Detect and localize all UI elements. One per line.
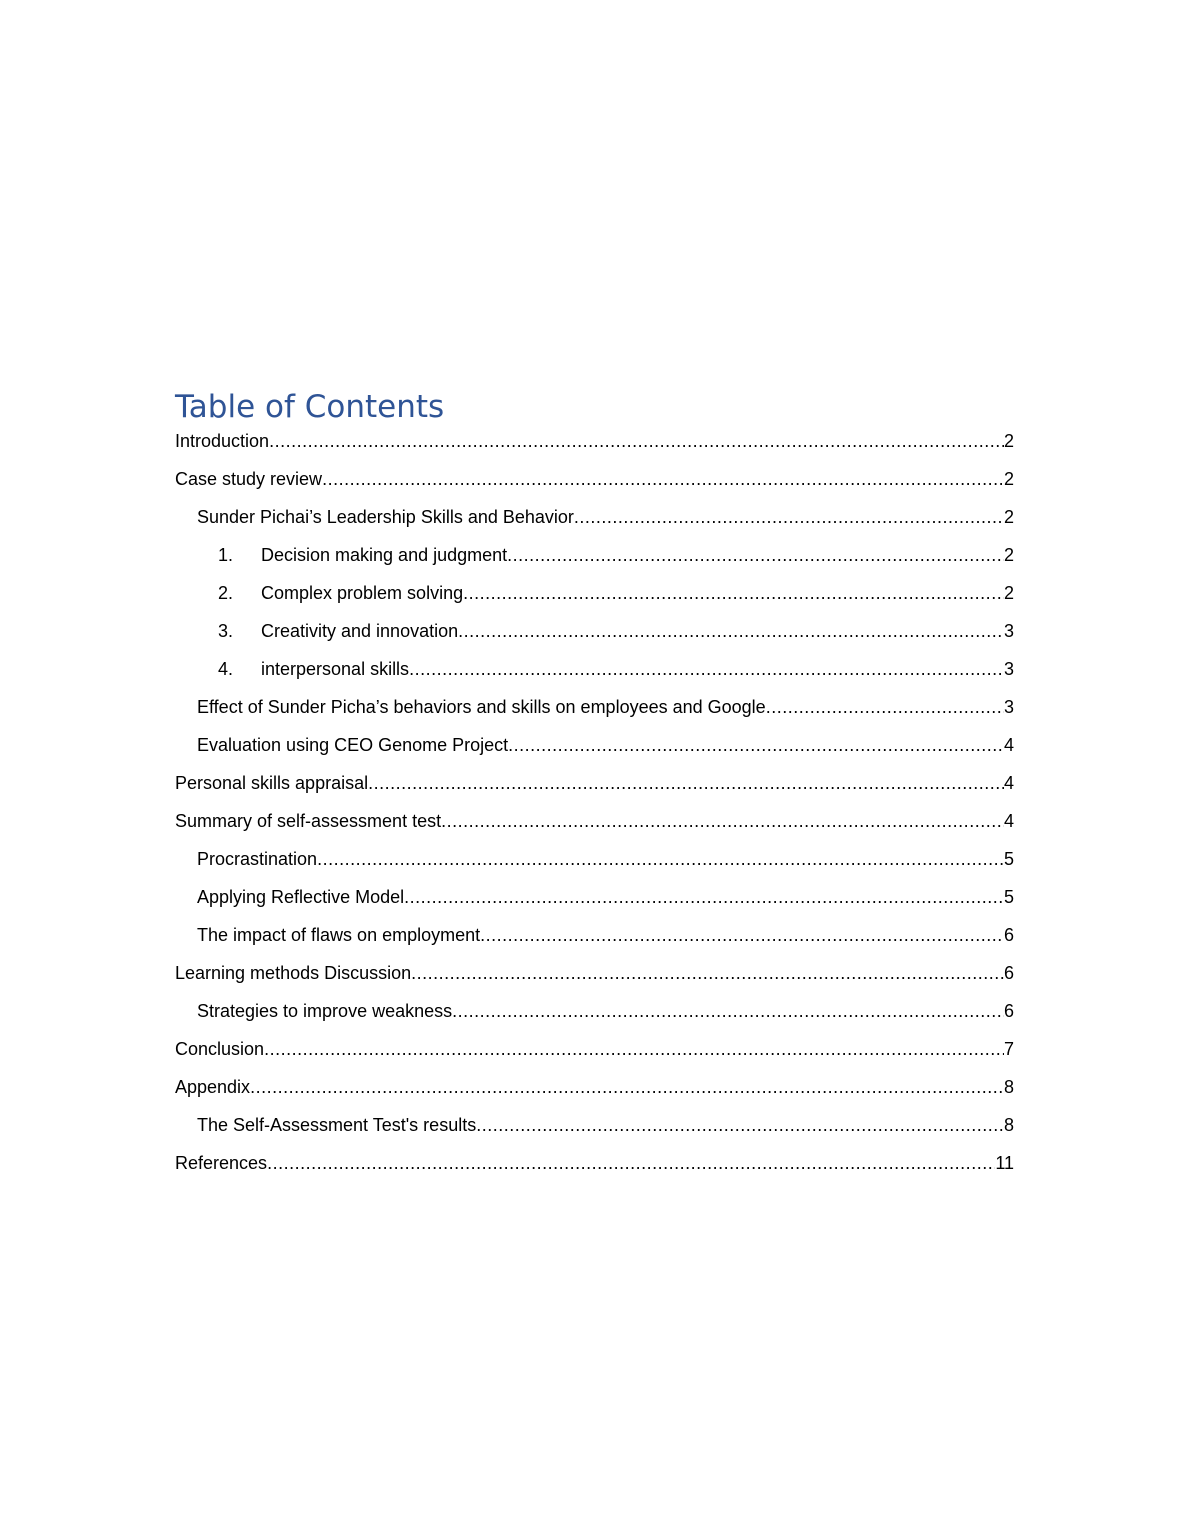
- toc-entry-text: Strategies to improve weakness: [197, 1001, 453, 1021]
- toc-entry-self-assessment-summary[interactable]: [175, 802, 1014, 840]
- toc-page-number: 2: [1003, 469, 1014, 489]
- toc-page-number: 8: [1003, 1115, 1014, 1135]
- dot-leader: [508, 726, 1004, 764]
- toc-entry-text: Effect of Sunder Picha’s behaviors and skills on employees and Google: [197, 697, 766, 717]
- toc-entry-text: The Self-Assessment Test's results: [197, 1115, 477, 1135]
- toc-entry-introduction[interactable]: [175, 422, 1014, 460]
- toc-entry-personal-skills[interactable]: [175, 764, 1014, 802]
- toc-entry-number: 1.: [218, 545, 234, 565]
- toc-entry-text: Sunder Pichai’s Leadership Skills and Behavior: [197, 507, 574, 527]
- toc-entry-text: Complex problem solving: [261, 583, 464, 603]
- dot-leader: [463, 574, 1004, 612]
- toc-entry-text: Applying Reflective Model: [197, 887, 405, 907]
- toc-entry-problem-solving[interactable]: [175, 574, 1014, 612]
- toc-page-number: 6: [1003, 963, 1014, 983]
- dot-leader: [269, 422, 1004, 460]
- dot-leader: [476, 1106, 1004, 1144]
- toc-page-number: 5: [1003, 887, 1014, 907]
- toc-entry-procrastination[interactable]: [175, 840, 1014, 878]
- toc-entry-number: 2.: [218, 583, 234, 603]
- toc-entry-impact-of-flaws[interactable]: [175, 916, 1014, 954]
- toc-page-number: 4: [1003, 811, 1014, 831]
- toc-page-number: 2: [1003, 431, 1014, 451]
- toc-entry-text: The impact of flaws on employment: [197, 925, 481, 945]
- toc-page-number: 3: [1003, 621, 1014, 641]
- toc-list: [175, 422, 1014, 1182]
- toc-page-number: 2: [1003, 507, 1014, 527]
- toc-entry-text: Summary of self-assessment test: [175, 811, 442, 831]
- toc-entry-text: Case study review: [175, 469, 323, 489]
- toc-entry-text: Conclusion: [175, 1039, 265, 1059]
- toc-entry-case-study-review[interactable]: [175, 460, 1014, 498]
- toc-entry-ceo-genome[interactable]: [175, 726, 1014, 764]
- toc-entry-text: Learning methods Discussion: [175, 963, 412, 983]
- toc-entry-text: interpersonal skills: [261, 659, 410, 679]
- toc-page-number: 7: [1003, 1039, 1014, 1059]
- dot-leader: [267, 1144, 995, 1182]
- toc-page-number: 6: [1003, 1001, 1014, 1021]
- dot-leader: [766, 688, 1004, 726]
- toc-entry-text: Creativity and innovation: [261, 621, 459, 641]
- toc-page-number: 8: [1003, 1077, 1014, 1097]
- toc-page-number: 3: [1003, 659, 1014, 679]
- toc-page-number: 3: [1003, 697, 1014, 717]
- dot-leader: [404, 878, 1004, 916]
- dot-leader: [507, 536, 1004, 574]
- dot-leader: [441, 802, 1004, 840]
- toc-entry-test-results[interactable]: [175, 1106, 1014, 1144]
- toc-entry-text: Introduction: [175, 431, 270, 451]
- toc-entry-effect-on-employees[interactable]: [175, 688, 1014, 726]
- toc-page-number: 11: [995, 1153, 1014, 1173]
- toc-entry-text: Evaluation using CEO Genome Project: [197, 735, 509, 755]
- toc-entry-learning-methods[interactable]: [175, 954, 1014, 992]
- dot-leader: [411, 954, 1004, 992]
- toc-entry-appendix[interactable]: [175, 1068, 1014, 1106]
- toc-page-number: 2: [1003, 545, 1014, 565]
- dot-leader: [409, 650, 1004, 688]
- toc-entry-leadership-skills[interactable]: [175, 498, 1014, 536]
- toc-entry-text: Decision making and judgment: [261, 545, 508, 565]
- toc-page-number: 2: [1003, 583, 1014, 603]
- toc-page-number: 4: [1003, 773, 1014, 793]
- toc-entry-references[interactable]: [175, 1144, 1014, 1182]
- toc-page-number: 6: [1003, 925, 1014, 945]
- dot-leader: [250, 1068, 1004, 1106]
- toc-page-number: 5: [1003, 849, 1014, 869]
- toc-page-number: 4: [1003, 735, 1014, 755]
- toc-entry-interpersonal-skills[interactable]: [175, 650, 1014, 688]
- dot-leader: [458, 612, 1004, 650]
- toc-entry-decision-making[interactable]: [175, 536, 1014, 574]
- toc-entry-text: Personal skills appraisal: [175, 773, 369, 793]
- toc-entry-text: Procrastination: [197, 849, 318, 869]
- toc-entry-creativity[interactable]: [175, 612, 1014, 650]
- toc-entry-conclusion[interactable]: [175, 1030, 1014, 1068]
- dot-leader: [574, 498, 1004, 536]
- toc-entry-reflective-model[interactable]: [175, 878, 1014, 916]
- toc-entry-text: References: [175, 1153, 268, 1173]
- dot-leader: [368, 764, 1004, 802]
- toc-entry-number: 4.: [218, 659, 234, 679]
- toc-entry-text: Appendix: [175, 1077, 251, 1097]
- dot-leader: [480, 916, 1004, 954]
- dot-leader: [322, 460, 1004, 498]
- toc-heading: Table of Contents: [175, 389, 445, 425]
- toc-entry-number: 3.: [218, 621, 234, 641]
- dot-leader: [317, 840, 1004, 878]
- dot-leader: [452, 992, 1004, 1030]
- toc-entry-strategies[interactable]: [175, 992, 1014, 1030]
- dot-leader: [264, 1030, 1004, 1068]
